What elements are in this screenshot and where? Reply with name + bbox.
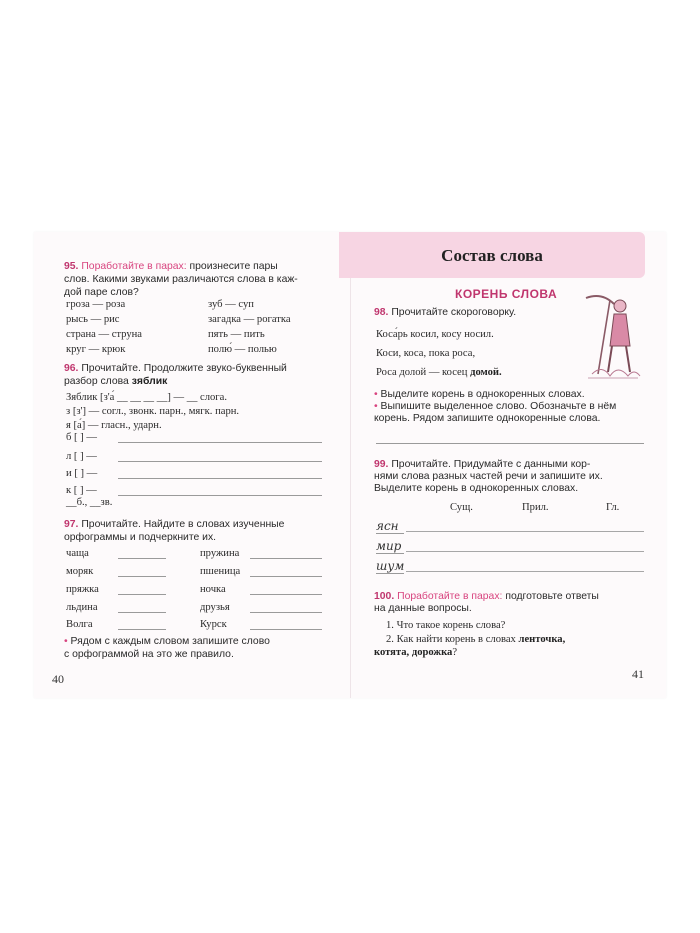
answer-line [250, 576, 322, 577]
pair-1b: зуб — суп [208, 299, 254, 310]
mower-illustration [580, 290, 642, 382]
ex96-row-1: Зяблик [з'а́ __ __ __ __] — __ слога. [66, 392, 227, 403]
ex95-line1-rest: произнесите пары [189, 261, 278, 272]
ex97-word: моряк [66, 566, 94, 577]
ex100-line2: на данные вопросы. [374, 603, 472, 614]
bullet-icon: • [374, 401, 378, 412]
ex97-word: Волга [66, 619, 93, 630]
pair-4b: полю́ — полью [208, 344, 277, 355]
ex98-task2b: корень. Рядом запишите однокоренные слова. [374, 413, 601, 424]
ex97-line1 [64, 518, 284, 532]
ex97-word: друзья [200, 602, 230, 613]
ex100-q2-line2 [374, 647, 457, 658]
ex97-note1: Рядом с каждым словом запишите слово [70, 636, 270, 647]
answer-line [118, 558, 166, 559]
subsection-title: КОРЕНЬ СЛОВА [455, 287, 558, 301]
answer-line [250, 629, 322, 630]
ex100-q2-start: 2. Как найти корень в словах [386, 634, 516, 645]
answer-line [406, 531, 644, 532]
ex97-note-line1 [64, 635, 270, 649]
ex95-line2: слов. Какими звуками различаются слова в каж- [64, 274, 298, 285]
page-number-right: 41 [632, 667, 644, 681]
answer-line [118, 478, 322, 479]
pair-2a: рысь — рис [66, 314, 120, 325]
ex100-q2-end: ? [452, 647, 458, 658]
tongue-twister-bold-word: домой. [470, 367, 502, 378]
column-noun: Сущ. [450, 502, 473, 513]
pair-3a: страна — струна [66, 329, 143, 340]
column-verb: Гл. [606, 502, 620, 513]
ex95-line1 [64, 260, 278, 274]
bullet-icon: • [374, 389, 378, 400]
root-2: мир [376, 539, 402, 553]
ex96-line1-text: Прочитайте. Продолжите звуко-буквенный [81, 363, 287, 374]
ex98-line1 [374, 306, 516, 320]
answer-line [118, 612, 166, 613]
answer-line [250, 612, 322, 613]
ex97-word: пшеница [200, 566, 241, 577]
ex96-number: 96. [64, 363, 79, 374]
ex98-instruction: Прочитайте скороговорку. [391, 307, 517, 318]
tongue-twister-line3 [376, 367, 502, 378]
ex99-number: 99. [374, 459, 389, 470]
ex95-number: 95. [64, 261, 79, 272]
ex96-line2-start: разбор слова [64, 376, 129, 387]
tongue-twister-line1: Коса́рь косил, косу носил. [376, 329, 494, 340]
ex99-line2: нями слова разных частей речи и запишите их. [374, 471, 603, 482]
ex97-word: чаща [66, 548, 89, 559]
answer-line [118, 594, 166, 595]
ex97-line1-text: Прочитайте. Найдите в словах изученные [81, 519, 285, 530]
ex97-word: льдина [66, 602, 98, 613]
pair-4a: круг — крюк [66, 344, 126, 355]
root-3: шум [376, 559, 405, 573]
answer-line [406, 571, 644, 572]
answer-line [250, 558, 322, 559]
answer-line [118, 442, 322, 443]
ex97-line2: орфограммы и подчеркните их. [64, 532, 217, 543]
ex96-row-3: я [а́] — гласн., ударн. [66, 420, 162, 431]
pair-3b: пять — пить [208, 329, 265, 340]
section-title: Состав слова [441, 246, 543, 265]
ex95-instruction: Поработайте в парах: [81, 261, 187, 272]
ex99-line1-text: Прочитайте. Придумайте с данными кор- [391, 459, 591, 470]
section-header [339, 232, 645, 278]
ex100-q1: 1. Что такое корень слова? [386, 620, 506, 631]
ex100-q2-bold1: ленточка, [518, 634, 566, 645]
ex96-row-2: з [з'] — согл., звонк. парн., мягк. парн. [66, 406, 240, 417]
ex96-row-6: и [ ] — [66, 468, 98, 479]
page-gutter [350, 232, 351, 698]
ex97-note2: с орфограммой на это же правило. [64, 649, 234, 660]
ex96-row-8: __б., __зв. [66, 497, 113, 508]
ex100-q2-line1 [386, 634, 565, 645]
ex98-task1-text: Выделите корень в однокоренных словах. [380, 389, 585, 400]
ex100-instruction: Поработайте в парах: [397, 591, 503, 602]
ex96-line1 [64, 362, 287, 376]
ex96-word: зяблик [131, 376, 168, 387]
answer-line [250, 594, 322, 595]
ex96-row-7: к [ ] — [66, 485, 97, 496]
ex97-word: Курск [200, 619, 227, 630]
pair-1a: гроза — роза [66, 299, 126, 310]
ex97-word: пружина [200, 548, 240, 559]
answer-line [406, 551, 644, 552]
root-underline [376, 533, 404, 534]
ex99-line3: Выделите корень в однокоренных словах. [374, 483, 579, 494]
ex96-line2 [64, 375, 167, 389]
ex96-row-4: б [ ] — [66, 432, 97, 443]
ex100-q2-bold2: котята, дорожка [374, 647, 453, 658]
tongue-twister-line2: Коси, коса, пока роса, [376, 348, 476, 359]
root-underline [376, 553, 404, 554]
ex98-task2a-text: Выпишите выделенное слово. Обозначьте в нём [380, 401, 617, 412]
ex95-line3: дой паре слов? [64, 287, 139, 298]
ex97-word: пряжка [66, 584, 99, 595]
answer-line [118, 495, 322, 496]
ex97-number: 97. [64, 519, 79, 530]
bullet-icon: • [64, 636, 68, 647]
column-adj: Прил. [522, 502, 549, 513]
ex100-line1-rest: подготовьте ответы [505, 591, 599, 602]
answer-line [118, 576, 166, 577]
page-number-left: 40 [52, 672, 64, 686]
pair-2b: загадка — рогатка [208, 314, 291, 325]
ex98-number: 98. [374, 307, 389, 318]
ex97-word: ночка [200, 584, 226, 595]
root-1: ясн [376, 519, 399, 533]
root-underline [376, 573, 404, 574]
answer-line [376, 443, 644, 444]
answer-line [118, 461, 322, 462]
answer-line [118, 629, 166, 630]
ex96-row-5: л [ ] — [66, 451, 97, 462]
ex100-number: 100. [374, 591, 395, 602]
tongue-twister-line3-start: Роса долой — косец [376, 367, 468, 378]
